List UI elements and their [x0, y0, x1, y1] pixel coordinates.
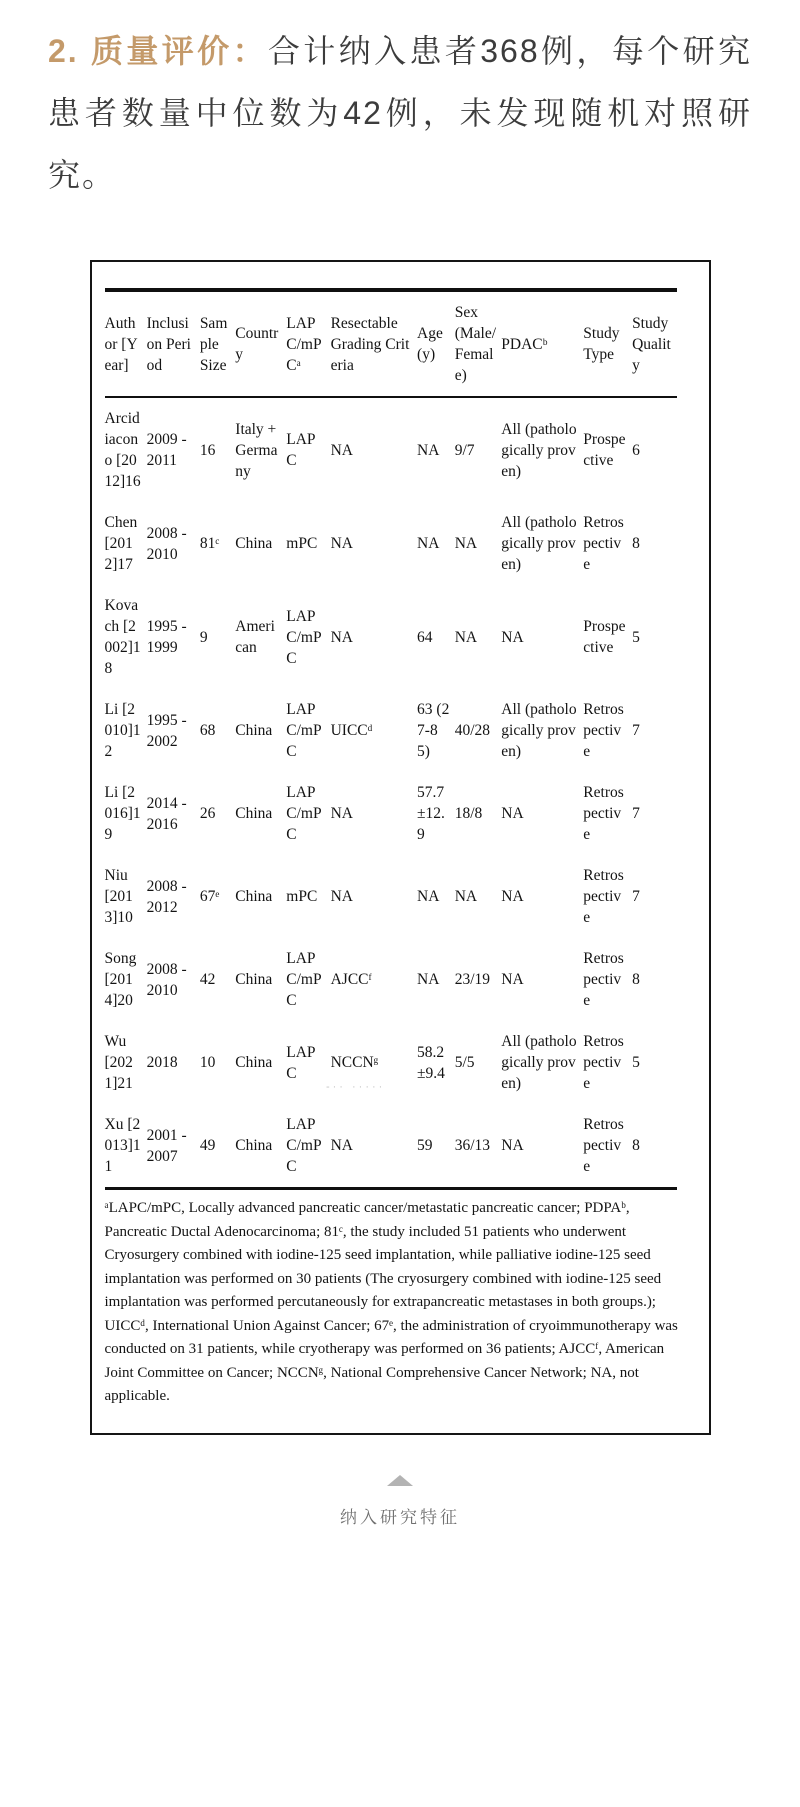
table-cell: LAPC/mPC — [286, 607, 322, 667]
table-cell: Retrospective — [583, 701, 624, 760]
table-cell: China — [235, 535, 273, 552]
table-cell: 5/5 — [454, 1054, 475, 1071]
table-cell: 10 — [199, 1054, 216, 1071]
table-row — [105, 772, 677, 855]
column-header: Resectable Grading Criteria — [331, 290, 417, 397]
table-cell: Li [2016]19 — [104, 784, 141, 843]
table-cell: American — [235, 618, 275, 656]
table-cell: Arcidiacono [2012]16 — [104, 410, 141, 490]
table-cell: Kovach [2002]18 — [104, 597, 141, 677]
table-cell: 36/13 — [454, 1137, 491, 1154]
table-cell: NA — [330, 628, 353, 646]
table-cell: China — [235, 888, 273, 905]
table-cell: Retrospective — [583, 950, 624, 1009]
table-cell: Chen [2012]17 — [104, 514, 138, 573]
table-cell: 58.2±9.4 — [417, 1043, 445, 1082]
table-cell: Retrospective — [583, 784, 624, 843]
table-cell: 7 — [632, 805, 640, 822]
table-cell: NA — [501, 971, 524, 988]
table-cell: 2018 — [146, 1054, 178, 1071]
table-cell: Retrospective — [583, 1116, 624, 1175]
table-cell: 68 — [199, 722, 216, 739]
table-cell: NA — [454, 535, 478, 552]
table-cell: 49 — [199, 1137, 216, 1154]
table-row — [105, 585, 677, 689]
table-cell: LAPC/mPC — [286, 950, 322, 1009]
table-cell: mPC — [286, 535, 318, 552]
table-cell: NA — [454, 888, 478, 905]
table-cell: China — [235, 1137, 273, 1154]
table-cell: 1995 - 1999 — [146, 618, 187, 656]
table-cell: 2008 - 2010 — [146, 524, 187, 563]
table-cell: All (pathologically proven) — [501, 1033, 577, 1092]
table-cell: NA — [417, 971, 440, 988]
column-header: Inclusion Period — [147, 290, 200, 397]
table-cell: NA — [417, 441, 440, 459]
table-cell: All (pathologically proven) — [501, 701, 577, 760]
table-cell: NA — [330, 805, 353, 822]
column-header: Country — [235, 290, 286, 397]
figure-caption-block — [0, 1475, 800, 1560]
table-cell: 16 — [199, 441, 216, 459]
table-cell: 8 — [632, 535, 640, 552]
table-row — [105, 1021, 677, 1104]
section-body-text: 合计纳入患者368例，每个研究患者数量中位数为42例，未发现随机对照研究。 — [48, 33, 752, 193]
table-cell: AJCCᶠ — [330, 971, 372, 988]
column-header: Age (y) — [417, 290, 455, 397]
column-header: PDACᵇ — [501, 290, 583, 397]
table-cell: NA — [330, 441, 353, 459]
table-cell: Italy + Germany — [235, 420, 278, 480]
table-row — [105, 689, 677, 772]
table-cell: 59 — [417, 1137, 433, 1154]
column-header: Author [Year] — [105, 290, 147, 397]
table-cell: Prospective — [583, 431, 626, 469]
table-cell: NA — [330, 888, 353, 905]
table-cell: 2008 - 2012 — [146, 877, 187, 916]
study-characteristics-table — [105, 288, 677, 1190]
table-cell: NA — [417, 535, 440, 552]
table-cell: NA — [454, 628, 478, 646]
table-row — [105, 1104, 677, 1189]
table-cell: 81ᶜ — [199, 535, 220, 552]
column-header: Sex (Male/Female) — [455, 290, 502, 397]
table-cell: UICCᵈ — [330, 722, 373, 739]
table-cell: LAPC/mPC — [286, 701, 322, 760]
table-cell: NA — [330, 1137, 353, 1154]
table-cell: 63 (27-85) — [417, 701, 450, 760]
table-cell: Retrospective — [583, 867, 624, 926]
table-row — [105, 938, 677, 1021]
table-cell: 7 — [632, 722, 640, 739]
table-cell: 18/8 — [454, 805, 483, 822]
table-cell: 5 — [632, 1054, 640, 1071]
table-cell: NA — [417, 888, 440, 905]
table-cell: NA — [501, 628, 524, 646]
table-cell: 2001 - 2007 — [146, 1126, 187, 1165]
table-cell: 8 — [632, 971, 640, 988]
table-cell: Prospective — [583, 618, 626, 656]
table-cell: Retrospective — [583, 514, 624, 573]
column-header: Study Quality — [632, 290, 676, 397]
table-cell: 2009 - 2011 — [146, 431, 187, 469]
table-cell: 7 — [632, 888, 640, 905]
table-cell: 5 — [632, 628, 640, 646]
table-cell: Li [2010]12 — [104, 701, 141, 760]
table-area — [92, 262, 709, 1433]
table-cell: 57.7±12.9 — [417, 784, 445, 843]
table-cell: All (pathologically proven) — [501, 514, 577, 573]
table-cell: China — [235, 805, 273, 822]
column-header: LAPC/mPCᵃ — [286, 290, 330, 397]
column-header: Study Type — [583, 290, 632, 397]
section-heading: 2. 质量评价： — [48, 33, 268, 69]
table-cell: 23/19 — [454, 971, 491, 988]
column-header: Sample Size — [200, 290, 235, 397]
figure-caption: 纳入研究特征 — [340, 1507, 460, 1527]
table-cell: 9/7 — [454, 441, 475, 459]
table-cell: 2014 - 2016 — [146, 794, 187, 833]
table-cell: 26 — [199, 805, 216, 822]
table-cell: NA — [501, 888, 524, 905]
table-cell: Niu [2013]10 — [104, 867, 133, 926]
table-cell: All (pathologically proven) — [501, 420, 577, 480]
watermark-artifact: -·· ····· — [325, 1081, 386, 1094]
table-cell: China — [235, 1054, 273, 1071]
table-cell: 6 — [632, 441, 640, 459]
table-row — [105, 397, 677, 502]
table-cell: LAPC — [286, 431, 316, 469]
table-cell: LAPC/mPC — [286, 1116, 322, 1175]
table-cell: Retrospective — [583, 1033, 624, 1092]
table-cell: NA — [330, 535, 353, 552]
table-cell: 8 — [632, 1137, 640, 1154]
table-cell: China — [235, 971, 273, 988]
table-cell: NA — [501, 805, 524, 822]
table-cell: LAPC/mPC — [286, 784, 322, 843]
table-cell: 40/28 — [454, 722, 491, 739]
table-cell: China — [235, 722, 273, 739]
table-cell: 64 — [417, 628, 433, 646]
table-cell: 1995 - 2002 — [146, 711, 187, 750]
table-cell: Song [2014]20 — [104, 950, 137, 1009]
section-paragraph — [48, 20, 752, 206]
table-row — [105, 502, 677, 585]
table-cell: 67ᵉ — [199, 888, 220, 905]
table-cell: LAPC — [286, 1043, 316, 1082]
table-cell: Xu [2013]11 — [104, 1116, 141, 1175]
table-header-row — [105, 290, 677, 397]
table-row — [105, 855, 677, 938]
table-cell: 9 — [199, 628, 208, 646]
table-cell: Wu [2021]21 — [104, 1033, 133, 1092]
table-footnote: ᵃLAPC/mPC, Locally advanced pancreatic cancer/metastatic pancreatic cancer; PDPAᵇ, Pancreatic Ductal Adenocarcinoma; 81ᶜ, the study included 51 patients who underwent Cryosurgery combined with iodine-125 seed implantation, while palliative iodine-125 seed implantation was performed on 30 patients (The cryosurgery combined with iodine-125 seed implantation was performed percutaneously for extrapancreatic metastases in both groups.); UICCᵈ, International Union Against Cancer; 67ᵉ, the administration of cryoimmunotherapy was conducted on 31 patients, while cryotherapy was performed on 36 patients; AJCCᶠ, American Joint Committee on Cancer; NCCNᵍ, National Comprehensive Cancer Network; NA, not applicable. — [104, 1200, 678, 1404]
study-table-image[interactable] — [90, 260, 711, 1435]
table-cell: 2008 - 2010 — [146, 960, 187, 999]
table-cell: NCCNᵍ — [330, 1054, 379, 1071]
table-cell: 42 — [199, 971, 216, 988]
table-cell: NA — [501, 1137, 524, 1154]
table-cell: mPC — [286, 888, 318, 905]
triangle-up-icon — [387, 1475, 413, 1486]
